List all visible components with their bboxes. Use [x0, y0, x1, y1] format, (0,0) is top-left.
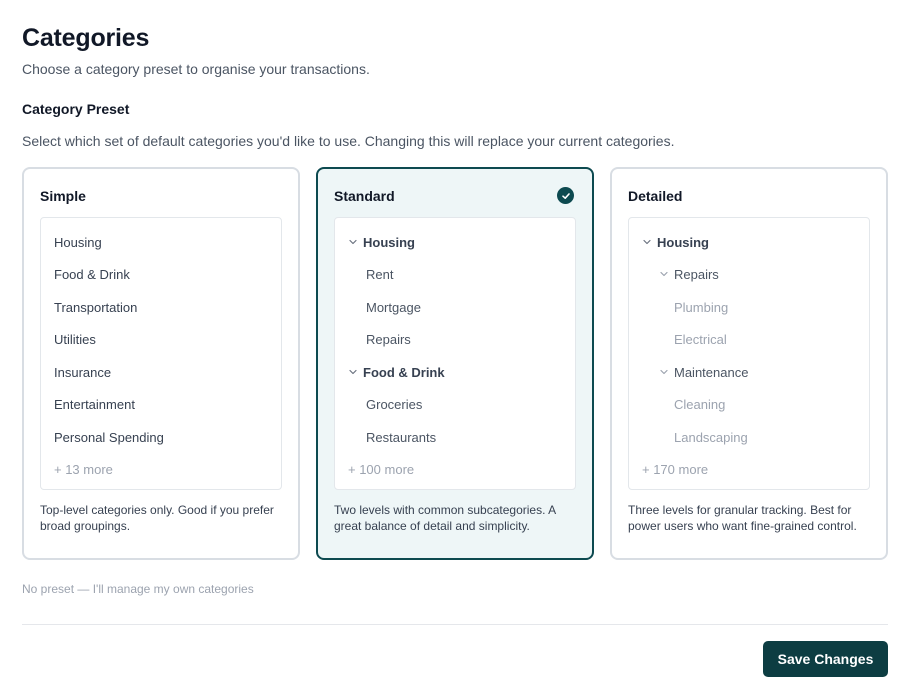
category-label: Maintenance — [674, 364, 749, 380]
page-title: Categories — [22, 24, 150, 52]
category-item-child: Mortgage — [366, 299, 421, 315]
divider — [22, 624, 888, 625]
category-item-child — [629, 356, 869, 388]
category-item-parent — [335, 226, 575, 258]
preset-description: Two levels with common subcategories. A great balance of detail and simplicity. — [334, 503, 556, 533]
chevron-down-icon — [640, 239, 654, 245]
category-item-grandchild: Plumbing — [674, 299, 729, 315]
category-label: Housing — [363, 234, 415, 250]
category-preview — [628, 217, 870, 490]
category-item-child: Rent — [366, 266, 394, 282]
category-item-parent — [335, 356, 575, 388]
category-item-child: Repairs — [366, 331, 411, 347]
category-item-grandchild: Electrical — [674, 331, 727, 347]
chevron-down-icon — [657, 271, 671, 277]
category-item: Insurance — [54, 364, 112, 380]
check-circle-icon — [557, 187, 574, 204]
preset-description: Top-level categories only. Good if you prefer broad groupings. — [40, 503, 274, 533]
category-item: Housing — [54, 234, 102, 250]
category-item-grandchild: Cleaning — [674, 396, 726, 412]
no-preset-option[interactable]: No preset — I'll manage my own categories — [22, 582, 254, 596]
category-preview — [334, 217, 576, 490]
more-count: + 170 more — [642, 461, 709, 477]
category-item-child: Groceries — [366, 396, 423, 412]
chevron-down-icon — [346, 369, 360, 375]
preset-title: Standard — [334, 188, 395, 204]
category-preview — [40, 217, 282, 490]
category-item: Transportation — [54, 299, 138, 315]
page-subtitle: Choose a category preset to organise your transactions. — [22, 61, 370, 77]
category-item-child: Restaurants — [366, 429, 437, 445]
preset-title: Simple — [40, 188, 86, 204]
section-label: Category Preset — [22, 101, 130, 117]
preset-card-standard[interactable] — [316, 167, 594, 560]
category-item: Food & Drink — [54, 266, 130, 282]
save-changes-button[interactable]: Save Changes — [763, 641, 888, 677]
category-label: Food & Drink — [363, 364, 445, 380]
chevron-down-icon — [346, 239, 360, 245]
more-count: + 13 more — [54, 461, 113, 477]
chevron-down-icon — [657, 369, 671, 375]
category-item-grandchild: Landscaping — [674, 429, 748, 445]
category-item: Personal Spending — [54, 429, 164, 445]
preset-card-simple[interactable] — [22, 167, 300, 560]
category-item-child — [629, 258, 869, 290]
category-label: Housing — [657, 234, 709, 250]
section-description: Select which set of default categories you'd like to use. Changing this will replace your current categories. — [22, 133, 675, 149]
more-count: + 100 more — [348, 461, 415, 477]
category-item: Entertainment — [54, 396, 135, 412]
category-label: Repairs — [674, 266, 719, 282]
preset-card-detailed[interactable] — [610, 167, 888, 560]
preset-title: Detailed — [628, 188, 683, 204]
category-item: Utilities — [54, 331, 96, 347]
category-item-parent — [629, 226, 869, 258]
preset-description: Three levels for granular tracking. Best for power users who want fine-grained control. — [628, 503, 857, 533]
